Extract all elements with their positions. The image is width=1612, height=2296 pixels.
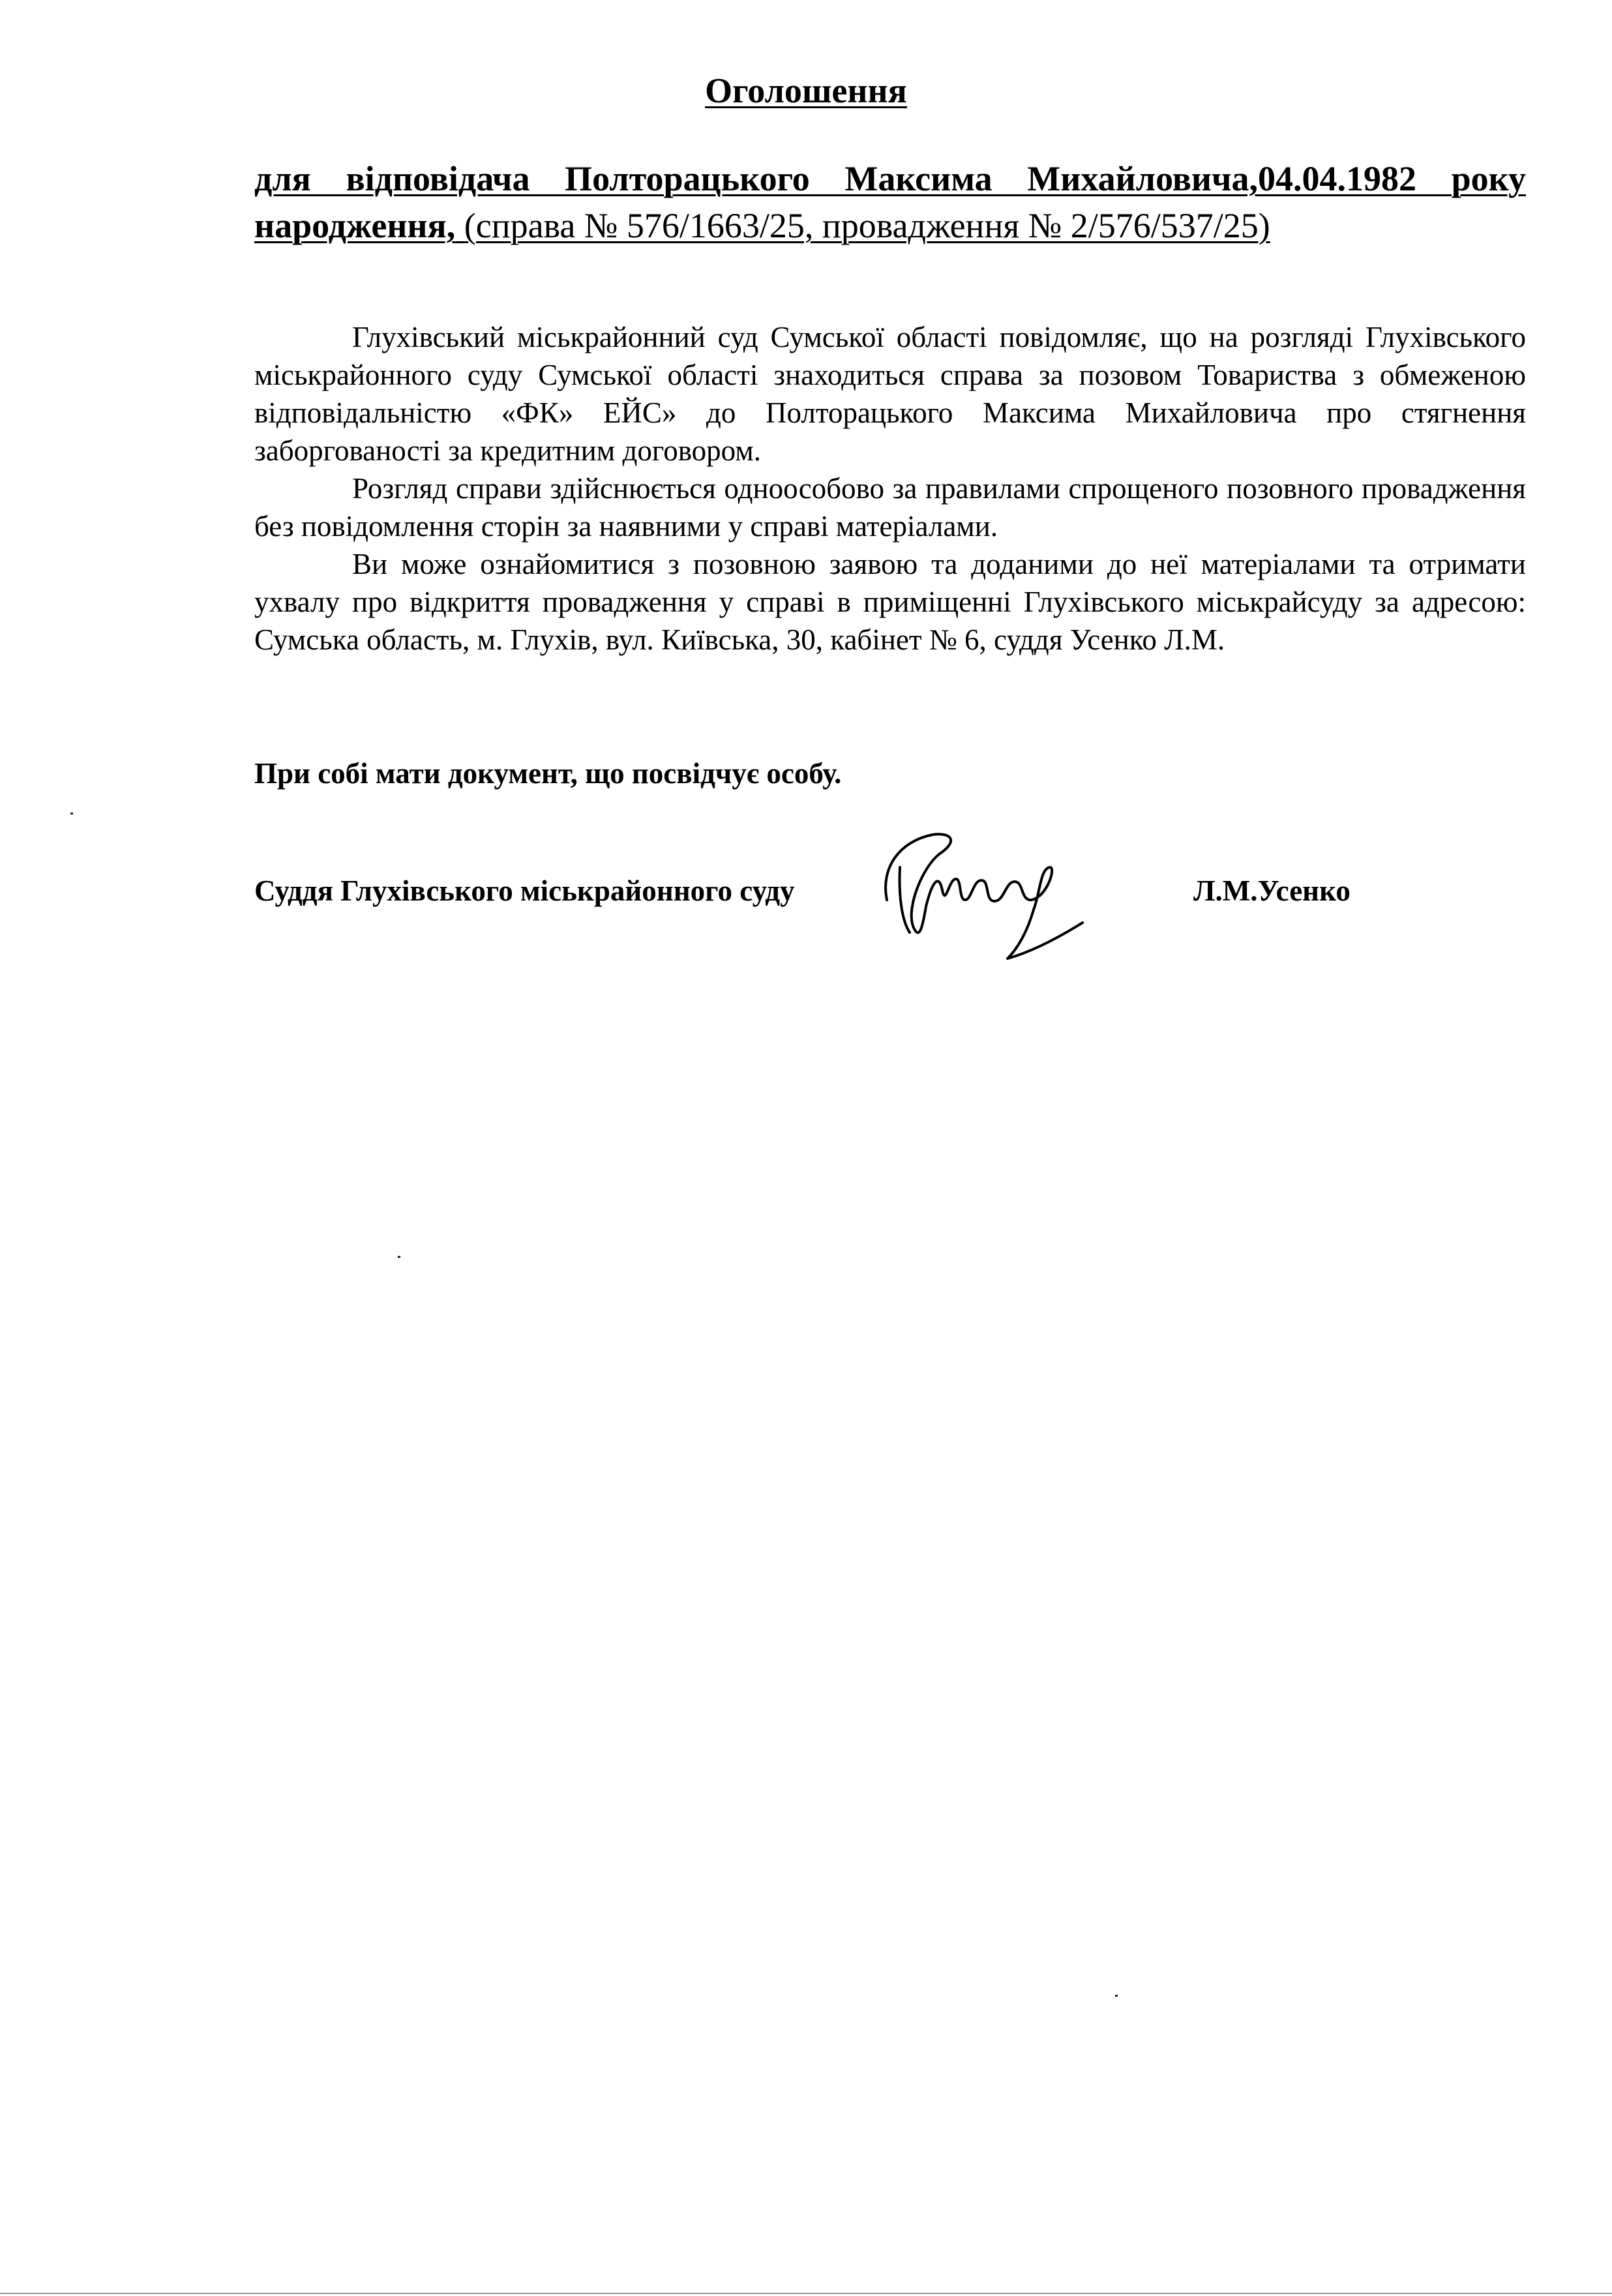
paragraph-3: Ви може ознайомитися з позовною заявою та доданими до неї матеріалами та отримати ухвалу про відкриття провадження у справі в приміщенні Глухівського міськрайсуду за адресою: Сумська область, м. Глухів, вул. Київська, 30, кабінет № 6, суддя Усенко Л.М.	[254, 548, 1526, 656]
heading-case-number: (справа № 576/1663/25, провадження № 2/576/537/25)	[455, 206, 1270, 245]
scan-speck	[1115, 1995, 1118, 1997]
scan-edge-line	[0, 2293, 1612, 2294]
paragraph-1: Глухівський міськрайонний суд Сумської області повідомляє, що на розгляді Глухівського міськрайонного суду Сумської області знаходиться справа за позовом Товариства з обмеженою відповідальністю «ФК» ЕЙС» до Полторацького Максима Михайловича про стягнення заборгованості за кредитним договором.	[254, 321, 1526, 467]
document-title: Оголошення	[705, 71, 907, 110]
signature-name: Л.М.Усенко	[1193, 874, 1351, 907]
scan-speck	[398, 1256, 400, 1258]
heading-bold-line1: для відповідача Полторацького Максима Михайловича,04.04.1982 року	[254, 159, 1526, 198]
handwritten-signature	[861, 828, 1109, 972]
scan-speck	[70, 813, 73, 814]
paragraph-2: Розгляд справи здійснюється одноособово за правилами спрощеного позовного провадження без повідомлення сторін за наявними у справі матеріалами.	[254, 472, 1526, 543]
document-body	[254, 318, 1526, 659]
id-document-note: При собі мати документ, що посвідчує особу.	[254, 757, 842, 790]
heading-bold-line2: народження,	[254, 206, 456, 245]
document-heading	[254, 155, 1526, 249]
signature-title: Суддя Глухівського міськрайонного суду	[254, 874, 795, 907]
